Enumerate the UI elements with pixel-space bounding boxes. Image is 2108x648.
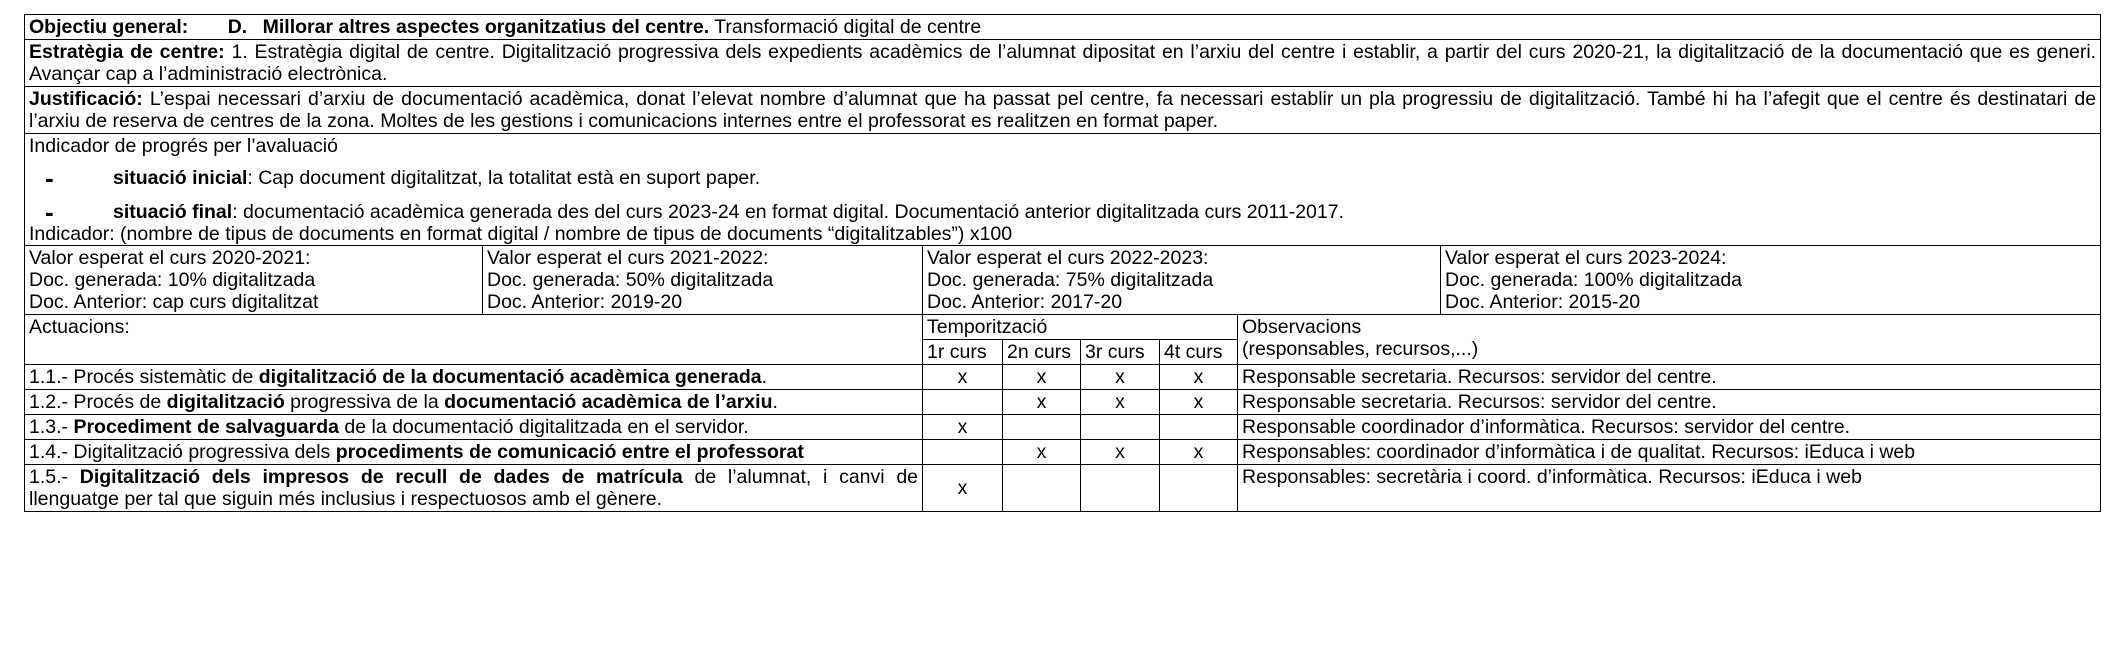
action-mark [1003, 415, 1081, 440]
action-row [25, 365, 2101, 390]
action-description [25, 465, 923, 512]
period-header: 2n curs [1003, 340, 1081, 365]
bullet-final [29, 197, 2096, 227]
observations-subheading: (responsables, recursos,...) [1242, 338, 1479, 360]
period-header: 3r curs [1081, 340, 1160, 365]
action-description [25, 415, 923, 440]
action-mark: x [1160, 390, 1238, 415]
action-mark [1003, 465, 1081, 512]
indicator-formula: Indicador: (nombre de tipus de documents en format digital / nombre de tipus de documents “digitalitzables”) x100 [29, 223, 1013, 245]
action-mark [1160, 415, 1238, 440]
action-description [25, 365, 923, 390]
expected-cell: Valor esperat el curs 2021-2022: Doc. generada: 50% digitalitzada Doc. Anterior: 2019-20 [483, 246, 923, 315]
action-mark: x [1003, 365, 1081, 390]
action-text: 1.5.- [29, 466, 80, 488]
period-header: 4t curs [1160, 340, 1238, 365]
action-mark: x [923, 465, 1003, 512]
period-header: 1r curs [923, 340, 1003, 365]
action-description [25, 390, 923, 415]
indicator-row [25, 134, 2101, 246]
bullet-initial-bold: situació inicial [113, 167, 248, 189]
dash-icon: - [45, 163, 54, 193]
action-mark [1160, 465, 1238, 512]
strategy-text: 1. Estratègia digital de centre. Digitalització progressiva dels expedients acadèmics de l’alumnat dipositat en l’arxiu del centre i establir, a partir del curs 2020-21, la digitalització de la documentació que es generi. Avançar cap a l’administració electrònica. [29, 41, 2097, 85]
bullet-final-bold: situació final [113, 201, 233, 223]
action-mark: x [923, 415, 1003, 440]
action-mark: x [1003, 440, 1081, 465]
action-mark: x [923, 365, 1003, 390]
expected-cell: Valor esperat el curs 2022-2023: Doc. generada: 75% digitalitzada Doc. Anterior: 2017-20 [923, 246, 1441, 315]
action-text: 1.4.- Digitalització progressiva dels [29, 441, 336, 463]
action-mark: x [1081, 365, 1160, 390]
action-mark: x [1160, 365, 1238, 390]
action-text: progressiva de la [284, 391, 445, 413]
action-mark: x [1081, 390, 1160, 415]
action-text: . [761, 366, 768, 388]
general-letter: D. [227, 16, 248, 38]
timing-heading: Temporització [923, 315, 1238, 340]
action-description [25, 440, 923, 465]
strategy-label: Estratègia de centre: [29, 41, 225, 63]
action-observation: Responsable secretaria. Recursos: servidor del centre. [1238, 365, 2101, 390]
action-mark [923, 440, 1003, 465]
action-row [25, 465, 2101, 512]
action-observation: Responsables: coordinador d’informàtica i de qualitat. Recursos: iEduca i web [1238, 440, 2101, 465]
justification-text: L’espai necessari d’arxiu de documentació acadèmica, donat l’elevat nombre d’alumnat que ha passat pel centre, fa necessari establir un pla progressiu de digitalització. També hi ha l’afegit que el centre és destinatari de l’arxiu de reserva de centres de la zona. Moltes de les gestions i comunicacions internes entre el professorat es realitzen en format paper. [29, 88, 2097, 132]
action-text: . [772, 391, 778, 413]
action-text: de l’alumnat, i canvi de llenguatge per tal que siguin més inclusius i respectuosos amb el gènere. [29, 466, 919, 510]
action-mark [923, 390, 1003, 415]
action-mark [1081, 415, 1160, 440]
action-mark: x [1003, 390, 1081, 415]
action-observation: Responsables: secretària i coord. d’informàtica. Recursos: iEduca i web [1238, 465, 2101, 512]
action-mark: x [1081, 440, 1160, 465]
action-row [25, 440, 2101, 465]
action-mark: x [1160, 440, 1238, 465]
action-text: 1.3.- [29, 416, 74, 438]
bullet-initial-text: : Cap document digitalitzat, la totalitat està en suport paper. [247, 167, 761, 189]
action-text-bold: Digitalització dels impresos de recull de dades de matrícula [79, 466, 683, 488]
action-text: 1.1.- Procés sistemàtic de [29, 366, 259, 388]
action-text-bold: digitalització de la documentació acadèmica generada [258, 366, 762, 388]
expected-cell: Valor esperat el curs 2020-2021: Doc. generada: 10% digitalitzada Doc. Anterior: cap curs digitalitzat [25, 246, 483, 315]
bullet-final-text: : documentació acadèmica generada des del curs 2023-24 en format digital. Documentació anterior digitalitzada curs 2011-2017. [232, 201, 1344, 223]
bullet-initial [29, 163, 2096, 193]
general-subtitle: Transformació digital de centre [714, 16, 982, 38]
justification-label: Justificació: [29, 88, 143, 110]
action-row [25, 390, 2101, 415]
action-text: 1.2.- Procés de [29, 391, 167, 413]
observations-heading: Observacions (responsables, recursos,...) [1238, 315, 2101, 365]
expected-cell: Valor esperat el curs 2023-2024: Doc. generada: 100% digitalitzada Doc. Anterior: 2015-20 [1441, 246, 2101, 315]
strategy-row [25, 40, 2101, 87]
objective-table [24, 14, 2101, 512]
general-label: Objectiu general: [29, 16, 189, 38]
action-text: de la documentació digitalitzada en el servidor. [338, 416, 749, 438]
action-text-bold: procediments de comunicació entre el professorat [335, 441, 804, 463]
actions-header-row [25, 315, 2101, 340]
objective-sheet [24, 14, 2100, 512]
justification-row [25, 87, 2101, 134]
general-row [25, 15, 2101, 40]
action-mark [1081, 465, 1160, 512]
action-observation: Responsable coordinador d’informàtica. Recursos: servidor del centre. [1238, 415, 2101, 440]
dash-icon: - [45, 197, 54, 227]
action-row [25, 415, 2101, 440]
action-text-bold: digitalització [166, 391, 285, 413]
indicator-heading: Indicador de progrés per l’avaluació [29, 135, 338, 157]
action-text-bold: Procediment de salvaguarda [73, 416, 339, 438]
general-title: Millorar altres aspectes organitzatius del centre. [262, 16, 710, 38]
expected-row [25, 246, 2101, 315]
actions-heading: Actuacions: [25, 315, 923, 365]
action-text-bold: documentació acadèmica de l’arxiu [444, 391, 773, 413]
action-observation: Responsable secretaria. Recursos: servidor del centre. [1238, 390, 2101, 415]
